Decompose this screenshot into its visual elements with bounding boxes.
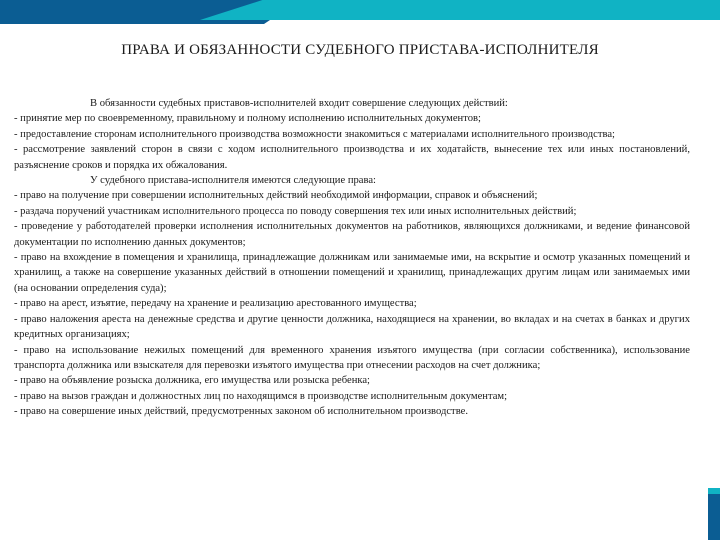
rights-intro: У судебного пристава-исполнителя имеются следующие права: (90, 175, 377, 187)
right-item: - право на получение при совершении исполнительных действий необходимой информации, справок и объяснений; (14, 190, 538, 202)
right-item: - раздача поручений участникам исполнительного процесса по поводу совершения тех или иных исполнительных действий; (14, 205, 577, 217)
header-accent-bar-teal (200, 0, 720, 20)
right-item: - проведение у работодателей проверки исполнения исполнительных документов на работников, являющихся должниками, и ведение финансовой документации по исполнению данных документов; (14, 221, 690, 248)
duty-item: - принятие мер по своевременному, правильному и полному исполнению исполнительных документов; (14, 113, 481, 125)
footer-accent-block (708, 494, 720, 540)
duty-item: - рассмотрение заявлений сторон в связи с ходом исполнительного производства и их ходатайств, вынесение тех или иных постановлений, разъяснение сроков и порядка их обжалования. (14, 144, 690, 171)
right-item: - право на вхождение в помещения и хранилища, принадлежащие должникам или занимаемые ими, на вскрытие и осмотр указанных помещений и хранилищ, а также на совершение указанных действий в отношении помещений и хранилищ, принадлежащих другим лицам или занимаемых ими (на основании определения суда); (14, 252, 690, 294)
right-item: - право на арест, изъятие, передачу на хранение и реализацию арестованного имущества; (14, 298, 417, 310)
right-item: - право наложения ареста на денежные средства и другие ценности должника, находящиеся на хранении, во вкладах и на счетах в банках и других кредитных организациях; (14, 313, 690, 341)
duties-intro: В обязанности судебных приставов-исполнителей входит совершение следующих действий: (90, 98, 508, 109)
right-item: - право на использование нежилых помещений для временного хранения изъятого имущества (при согласии собственника), использование транспорта должника или взыскателя для перевозки изъятого имущества при отнесении расходов на счет должника; (14, 344, 690, 371)
right-item: - право на объявление розыска должника, его имущества или розыска ребенка; (14, 375, 370, 387)
page-title: ПРАВА И ОБЯЗАННОСТИ СУДЕБНОГО ПРИСТАВА-ИСПОЛНИТЕЛЯ (121, 42, 599, 58)
right-item: - право на вызов граждан и должностных лиц по находящимся в производстве исполнительным документам; (14, 390, 508, 402)
duty-item: - предоставление сторонам исполнительного производства возможности знакомиться с материалами исполнительного производства; (14, 128, 615, 140)
right-item: - право на совершение иных действий, предусмотренных законом об исполнительном производстве. (14, 406, 468, 418)
document-body (14, 96, 690, 420)
